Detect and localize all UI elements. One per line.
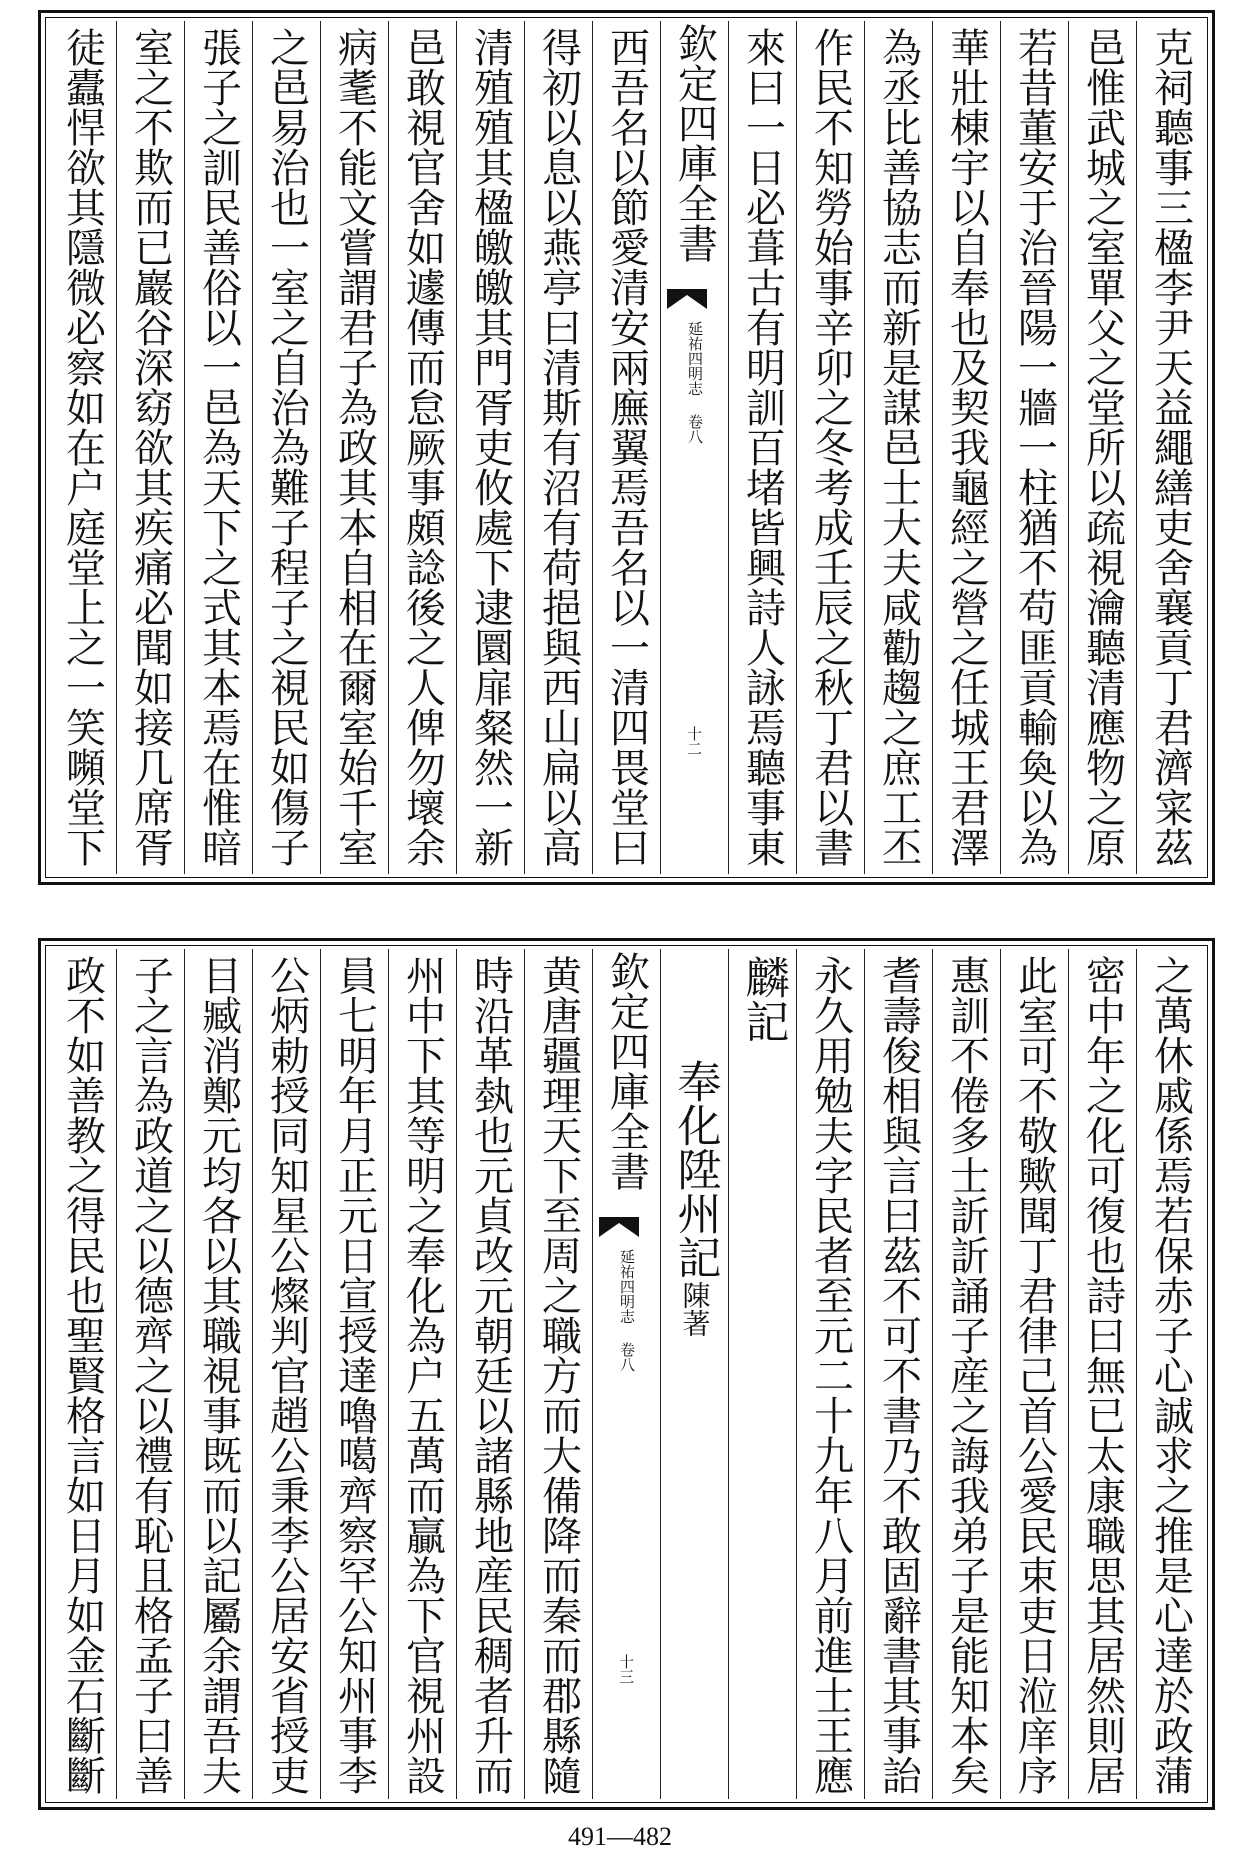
fishtail-mark-icon [599,1217,639,1237]
text-columns [49,949,1204,1799]
text-column [184,949,252,1799]
text-column [1000,21,1068,874]
text-column [456,21,524,874]
essay-title: 奉化陞州記 [669,1059,721,1279]
text-column [320,21,388,874]
column-text: 作民不知勞始事辛卯之冬考成壬辰之秋丁君以書 [807,27,854,867]
text-column [184,21,252,874]
page-number: 十三 [617,1654,635,1684]
column-text: 病耄不能文嘗謂君子為政其本自相在爾室始千室 [331,27,378,867]
text-column [864,21,932,874]
column-text: 之萬休戚係焉若保赤子心誠求之推是心達於政蒲 [1147,955,1194,1795]
essay-author: 陳著 [678,1281,712,1337]
column-text: 黄唐疆理天下至周之職方而大備降而秦而郡縣隨 [535,955,582,1795]
text-column [252,949,320,1799]
column-text: 耆壽俊相與言曰茲不可不書乃不敢固辭書其事詒 [875,955,922,1795]
text-column [728,949,796,1799]
column-text: 公炳勅授同知星公燦判官趙公秉李公居安省授吏 [263,955,310,1795]
column-text: 邑敢視官舍如遽傳而怠厥事頗諗後之人俾勿壞余 [399,27,446,867]
text-column [524,21,592,874]
column-text: 邑惟武城之室單父之堂所以疏視瀹聽清應物之原 [1079,27,1126,867]
text-column [388,21,456,874]
text-column [592,21,660,874]
essay-heading-column [660,949,728,1799]
volume-label: 延祐四明志 卷八 [686,321,704,444]
text-column [524,949,592,1799]
column-text: 張子之訓民善俗以一邑為天下之式其本焉在惟暗 [195,27,242,867]
text-column [1068,21,1136,874]
scan-page-number: 491—482 [568,1822,672,1851]
text-column [796,21,864,874]
folio-page-lower [38,938,1215,1810]
column-text: 清殖殖其楹皦皦其門胥吏攸處下逮圜扉粲然一新 [467,27,514,867]
fishtail-mark-icon [667,289,707,309]
book-title: 欽定四庫全書 [671,23,718,263]
column-text: 目臧消鄭元均各以其職視事既而以記屬余謂吾夫 [195,955,242,1795]
column-text: 為丞比善協志而新是謀邑士大夫咸勸趨之庶工丕 [875,27,922,867]
text-column [456,949,524,1799]
column-text: 此室可不敬歟聞丁君律己首公愛民束吏日涖庠序 [1011,955,1058,1795]
column-text: 州中下其等明之奉化為户五萬而贏為下官視州設 [399,955,446,1795]
text-columns [49,21,1204,874]
column-text: 員七明年月正元日宣授達嚕噶齊察罕公知州事李 [331,955,378,1795]
column-text: 得初以息以燕亭曰清斯有沼有荷挹與西山扁以高 [535,27,582,867]
text-column [1136,21,1204,874]
column-text: 之邑易治也一室之自治為難子程子之視民如傷子 [263,27,310,867]
column-text: 政不如善教之得民也聖賢格言如日月如金石斷斷 [59,955,106,1795]
text-column [1068,949,1136,1799]
text-column [49,21,116,874]
column-text: 惠訓不倦多士訢訢誦子産之誨我弟子是能知本矣 [943,955,990,1795]
center-fold [660,21,728,874]
column-text: 來曰一日必葺古有明訓百堵皆興詩人詠焉聽事東 [739,27,786,867]
text-column [116,21,184,874]
column-text: 密中年之化可復也詩曰無已太康職思其居然則居 [1079,955,1126,1795]
text-column [864,949,932,1799]
text-column [1000,949,1068,1799]
column-text: 若昔董安于治晉陽一牆一柱猶不苟匪貢輸奐以為 [1011,27,1058,867]
volume-label: 延祐四明志 卷八 [618,1249,636,1372]
book-title: 欽定四庫全書 [603,951,650,1191]
column-text: 永久用勉夫字民者至元二十九年八月前進士王應 [807,955,854,1795]
column-text: 子之言為政道之以德齊之以禮有恥且格孟子曰善 [127,955,174,1795]
column-text: 克祠聽事三楹李尹天益繩繕吏舍襄貢丁君濟寀茲 [1147,27,1194,867]
text-column [320,949,388,1799]
text-column [1136,949,1204,1799]
text-column [49,949,116,1799]
text-column [388,949,456,1799]
text-column [932,949,1000,1799]
text-column [932,21,1000,874]
folio-page-upper [38,10,1215,885]
text-column [116,949,184,1799]
page-number: 十二 [685,726,703,756]
text-column [796,949,864,1799]
center-fold [592,949,660,1799]
text-column [252,21,320,874]
column-text: 華壯棟宇以自奉也及契我龜經之營之任城王君澤 [943,27,990,867]
column-text: 徒蠹悍欲其隱微必察如在户庭堂上之一笑嚬堂下 [59,27,106,867]
column-text: 室之不欺而已巖谷深窈欲其疾痛必聞如接几席胥 [127,27,174,867]
text-column [728,21,796,874]
column-text: 時沿革埶也元貞改元朝廷以諸縣地産民稠者升而 [467,955,514,1795]
column-text: 西吾名以節愛清安兩廡翼焉吾名以一清四畏堂曰 [603,27,650,867]
column-text: 麟記 [737,955,789,1043]
